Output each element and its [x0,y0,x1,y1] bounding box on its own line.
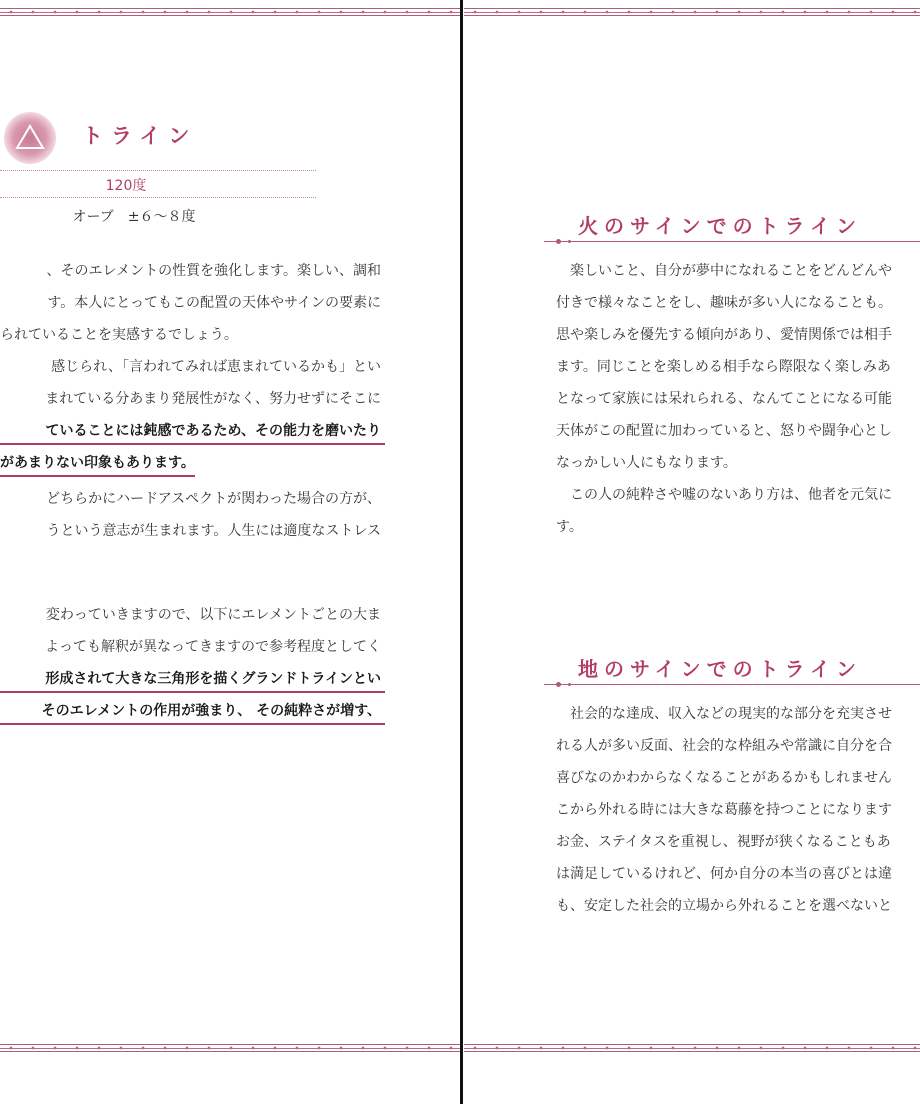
text-line: 感じられ、「言われてみれば恵まれているかも」とい [51,359,381,375]
text-line: は満足しているけれど、何か自分の本当の喜びとは違 [556,866,892,882]
heading-underline-ornament [544,683,920,687]
text-line: 楽しいこと、自分が夢中になれることをどんどんや [570,263,892,279]
heading-underline-ornament [544,240,920,244]
emphasized-text-line: があまりない印象もあります。 [0,447,195,479]
page-title: トライン [82,124,198,148]
fire-section-body [556,255,920,543]
text-line: す。 [556,519,583,535]
section-title: 地のサインでのトライン [578,657,862,681]
top-ornament-border [0,6,460,18]
emphasized-text-line: 形成されて大きな三角形を描くグランドトラインとい [0,663,385,695]
degree-label: 120度 [105,178,147,194]
subtitle-divider [0,197,316,198]
text-line: お金、ステイタスを重視し、視野が狭くなることもあ [556,834,891,850]
text-line: 喜びなのかわからなくなることがあるかもしれません [556,770,892,786]
bottom-ornament-border [0,1042,460,1054]
section-title: 火のサインでのトライン [578,214,862,238]
text-line: も、安定した社会的立場から外れることを選べないと [556,898,892,914]
paragraph-block-2 [0,599,385,727]
text-line: この人の純粋さや嘘のないあり方は、他者を元気に [570,487,892,503]
text-line: れる人が多い反面、社会的な枠組みや常識に自分を合 [556,738,892,754]
trine-heading [4,108,304,168]
title-divider [0,170,316,171]
text-line: となって家族には呆れられる、なんてことになる可能 [556,391,892,407]
text-line: こから外れる時には大きな葛藤を持つことになります [556,802,892,818]
triangle-icon [4,112,56,164]
text-line: ます。同じことを楽しめる相手なら際限なく楽しみあ [556,359,891,375]
text-line: 変わっていきますので、以下にエレメントごとの大ま [45,607,381,623]
text-line: 思や楽しみを優先する傾向があり、愛情関係では相手 [556,327,892,343]
text-line: られていることを実感するでしょう。 [0,327,238,343]
top-ornament-border [464,6,920,18]
text-line: 、そのエレメントの性質を強化します。楽しい、調和 [46,263,381,279]
text-line: す。本人にとってもこの配置の天体やサインの要素に [47,295,381,311]
text-line: まれている分あまり発展性がなく、努力せずにそこに [45,391,381,407]
text-line: なっかしい人にもなります。 [556,455,737,471]
text-line: よっても解釈が異なってきますので参考程度としてく [45,639,381,655]
emphasized-text-line: ていることには鈍感であるため、その能力を磨いたり [0,415,385,447]
page-spine-divider [460,0,463,1104]
text-line: どちらかにハードアスペクトが関わった場合の方が、 [46,491,381,507]
text-line: 付きで様々なことをし、趣味が多い人になることも。 [556,295,892,311]
text-line: 天体がこの配置に加わっていると、怒りや闘争心とし [556,423,892,439]
orb-label: オーブ ±６～８度 [72,209,196,225]
paragraph-block-1 [0,255,385,547]
earth-section-body [556,698,920,922]
emphasized-text-line: そのエレメントの作用が強まり、 その純粋さが増す、 [0,695,385,727]
text-line: うという意志が生まれます。人生には適度なストレス [46,523,381,539]
right-page [464,0,920,1104]
bottom-ornament-border [464,1042,920,1054]
text-line: 社会的な達成、収入などの現実的な部分を充実させ [570,706,892,722]
